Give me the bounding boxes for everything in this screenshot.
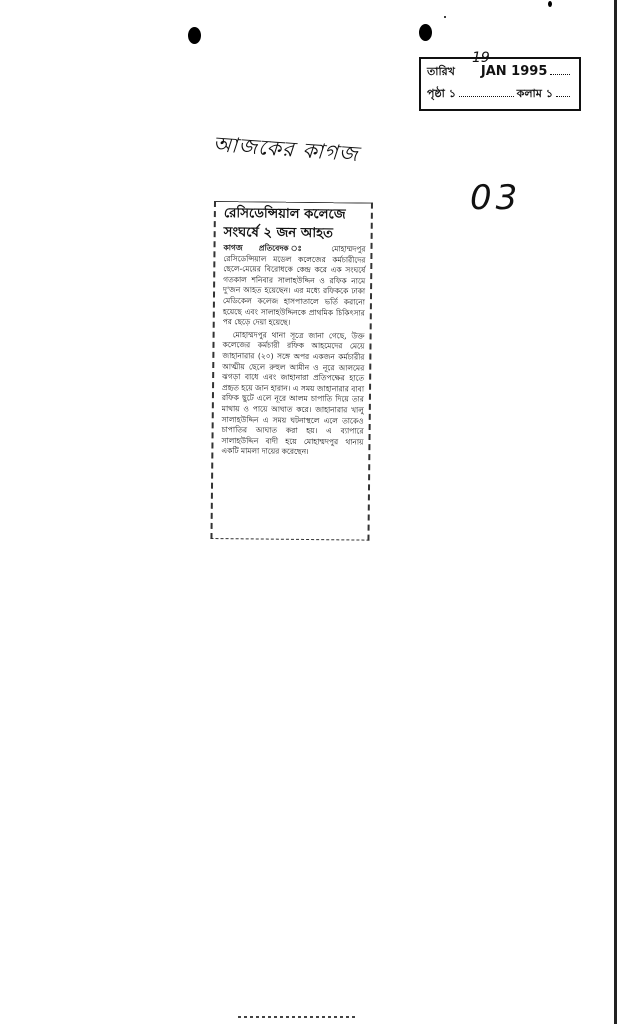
date-stamp <box>419 50 581 111</box>
stamp-date-day: 19 <box>472 50 490 66</box>
stamp-dots <box>550 66 570 75</box>
stamp-date-value: JAN 1995 <box>480 64 548 79</box>
paragraph-1-text: মোহাম্মদপুর রেসিডেন্সিয়াল মডেল কলেজের কর্মচারীদের ছেলে-মেয়ের বিরোধকে কেন্দ্র করে এক সংঘর্ষে গতকাল শনিবার সালাহউদ্দিন ও রফিক নামে দু'জন আহত হয়েছেন। এর মধ্যে রফিককে ঢাকা মেডিকেল কলেজ হাসপাতালে ভর্তি করানো হয়েছে এবং সালাহউদ্দিনকে প্রাথমিক চিকিৎসার পর ছেড়ে দেয়া হয়েছে। <box>222 244 366 327</box>
bottom-smudge <box>238 1016 358 1018</box>
stamp-column-label: কলাম <box>516 87 542 100</box>
punch-hole-right <box>419 24 432 41</box>
stamp-dots <box>459 88 514 97</box>
stamp-page-label: পৃষ্ঠা <box>427 87 445 100</box>
newspaper-name: আজকের কাগজ <box>212 131 360 167</box>
punch-hole-left <box>188 27 201 44</box>
byline: কাগজ প্রতিবেদক ঃ <box>223 243 316 254</box>
headline-line-1: রেসিডেন্সিয়াল কলেজে <box>223 206 346 223</box>
paragraph-2 <box>221 330 364 459</box>
stamp-date-label: তারিখ <box>427 65 455 78</box>
stamp-dots <box>556 88 570 97</box>
stamp-page-value: ১ <box>448 87 456 100</box>
handwritten-number: 03 <box>470 178 522 218</box>
headline-line-2: সংঘর্ষে ২ জন আহত <box>223 225 334 242</box>
news-clipping <box>210 201 373 541</box>
stamp-column-value: ১ <box>545 87 553 100</box>
speck <box>548 1 552 7</box>
paragraph-2-text: মোহাম্মদপুর থানা সূত্রে জানা গেছে, উক্ত কলেজের কর্মচারী রফিক আহমেদের মেয়ে জাহানারার (২০) সঙ্গে অপর একজন কর্মচারীর আত্মীয় ছেলে রুহুল আমীন ও নূরে আলমের ঝগড়া বাধে এবং জাহানারা প্রতিপক্ষের হাতে প্রহৃত হয়ে জান হারান। এ সময় জাহানারার বাবা রফিক ছুটে এলে নূরে আলম চাপাতি দিয়ে তার মাথায় ও পায়ে আঘাত করে। জাহানারার খালু সালাহউদ্দিন এ সময় ঘটনাস্থলে এলে তাকেও চাপাতির আঘাত করা হয়। এ ব্যাপারে সালাহউদ্দিন বাদী হয়ে মোহাম্মদপুর থানায় একটি মামলা দায়ের করেছেন। <box>221 329 365 457</box>
paragraph-1 <box>223 243 366 329</box>
speck <box>444 16 446 18</box>
